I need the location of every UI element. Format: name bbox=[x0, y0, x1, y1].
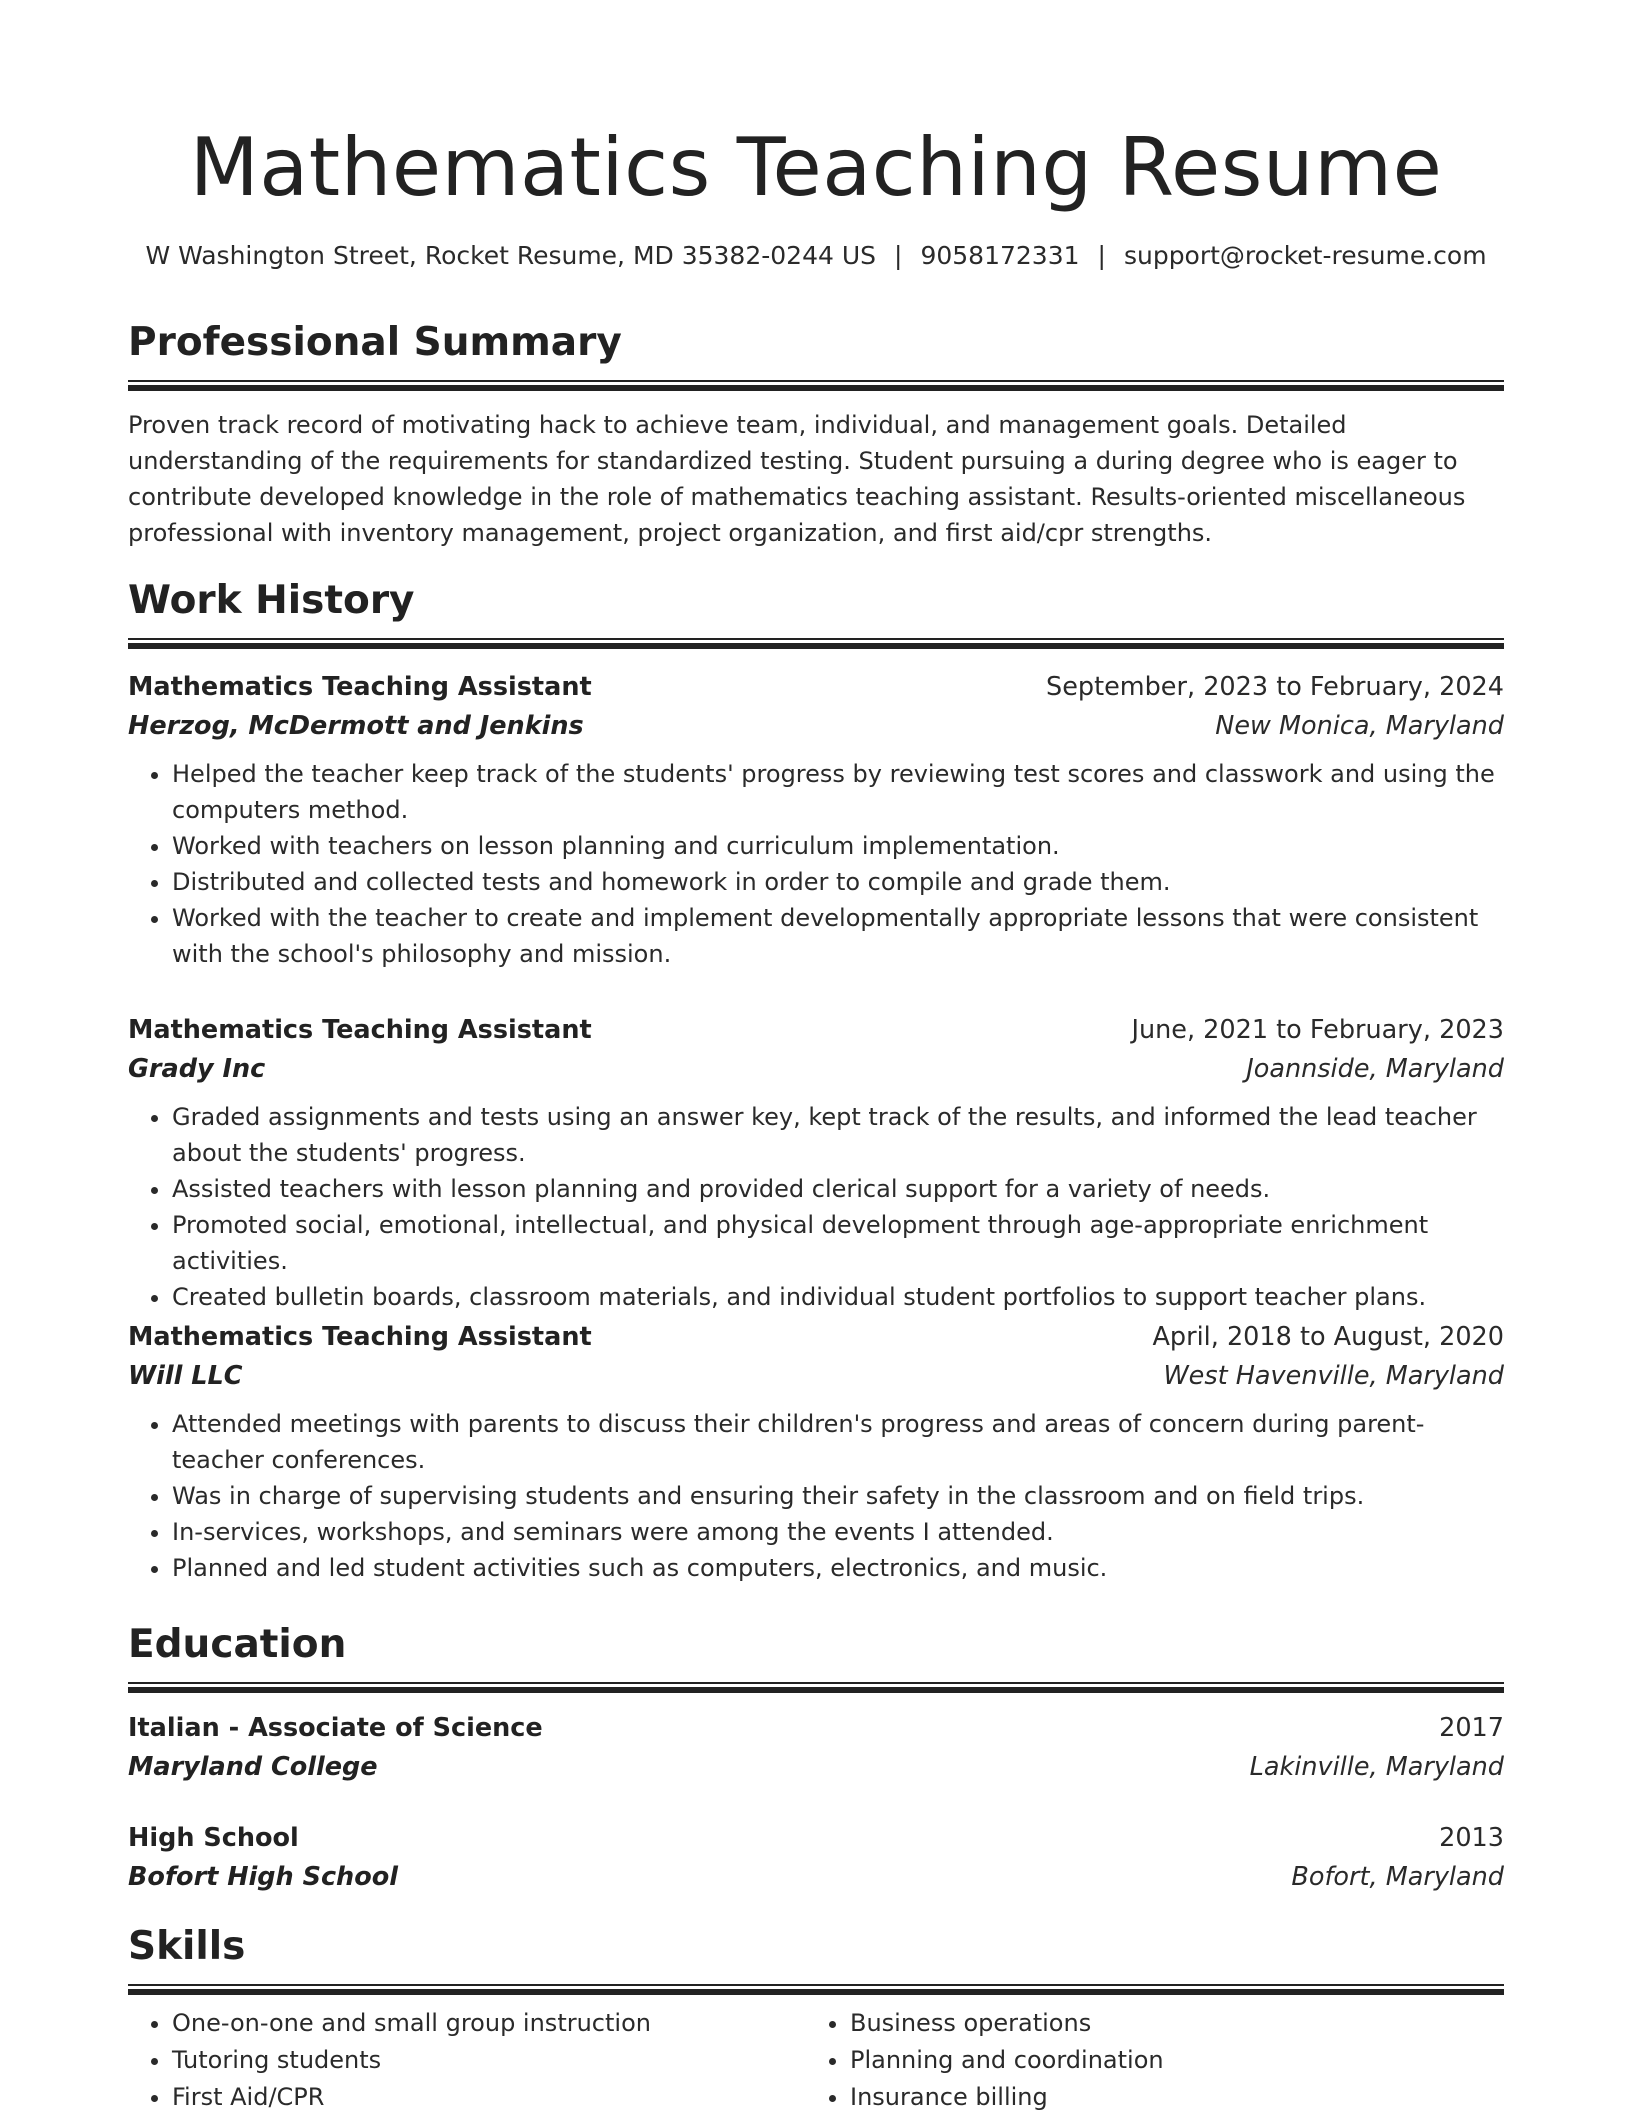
education-location: Bofort, Maryland bbox=[1291, 1862, 1504, 1892]
job-bullet: • Assisted teachers with lesson planning and provided clerical support for a variety of needs. bbox=[172, 1171, 1504, 1207]
job-bullet: • Attended meetings with parents to discuss their children's progress and areas of concern during parent-teacher conferences. bbox=[172, 1406, 1504, 1478]
work-section bbox=[128, 576, 1504, 649]
job-entry bbox=[128, 1011, 1504, 1315]
education-school: Maryland College bbox=[128, 1752, 378, 1782]
job-bullet: • Promoted social, emotional, intellectual, and physical development through age-appropriate enrichment activities. bbox=[172, 1207, 1504, 1279]
job-dates: September, 2023 to February, 2024 bbox=[1046, 672, 1504, 702]
skills-right-column bbox=[806, 2005, 1484, 2116]
job-bullet: • Helped the teacher keep track of the students' progress by reviewing test scores and classwork and using the computers method. bbox=[172, 756, 1504, 828]
skill-item: • One-on-one and small group instruction bbox=[172, 2005, 806, 2042]
job-bullet: • Was in charge of supervising students and ensuring their safety in the classroom and on field trips. bbox=[172, 1478, 1504, 1514]
job-role: Mathematics Teaching Assistant bbox=[128, 672, 592, 702]
job-company: Grady Inc bbox=[128, 1054, 266, 1084]
summary-heading: Professional Summary bbox=[128, 320, 622, 365]
job-bullets bbox=[128, 1099, 1504, 1315]
section-rule bbox=[128, 638, 1504, 649]
job-bullets bbox=[128, 756, 1504, 972]
education-degree: High School bbox=[128, 1823, 299, 1853]
education-entry bbox=[128, 1709, 1504, 1787]
job-bullet: • In-services, workshops, and seminars were among the events I attended. bbox=[172, 1514, 1504, 1550]
job-bullets bbox=[128, 1406, 1504, 1586]
job-company: Will LLC bbox=[128, 1361, 243, 1391]
education-location: Lakinville, Maryland bbox=[1249, 1752, 1504, 1782]
skills-columns bbox=[128, 2005, 1504, 2116]
contact-separator: | bbox=[1097, 241, 1106, 270]
section-rule bbox=[128, 380, 1504, 391]
section-rule bbox=[128, 1984, 1504, 1995]
section-rule bbox=[128, 1682, 1504, 1693]
job-dates: June, 2021 to February, 2023 bbox=[1131, 1015, 1504, 1045]
job-dates: April, 2018 to August, 2020 bbox=[1152, 1322, 1504, 1352]
education-section bbox=[128, 1620, 1504, 1693]
education-degree: Italian - Associate of Science bbox=[128, 1713, 543, 1743]
job-location: West Havenville, Maryland bbox=[1163, 1361, 1504, 1391]
education-entry bbox=[128, 1819, 1504, 1897]
skill-item: • Business operations bbox=[850, 2005, 1484, 2042]
education-year: 2017 bbox=[1439, 1713, 1504, 1743]
education-school: Bofort High School bbox=[128, 1862, 398, 1892]
summary-section bbox=[128, 318, 1504, 551]
skill-item: • Planning and coordination bbox=[850, 2042, 1484, 2079]
job-company: Herzog, McDermott and Jenkins bbox=[128, 711, 584, 741]
contact-phone: 9058172331 bbox=[920, 241, 1080, 270]
skill-item: • First Aid/CPR bbox=[172, 2079, 806, 2116]
contact-line bbox=[128, 238, 1504, 274]
skills-heading: Skills bbox=[128, 1924, 246, 1969]
contact-address: W Washington Street, Rocket Resume, MD 35382-0244 US bbox=[145, 241, 877, 270]
job-bullet: • Planned and led student activities such as computers, electronics, and music. bbox=[172, 1550, 1504, 1586]
education-heading: Education bbox=[128, 1622, 347, 1667]
skills-section bbox=[128, 1922, 1504, 2116]
resume-title: Mathematics Teaching Resume bbox=[189, 121, 1443, 214]
job-bullet: • Worked with the teacher to create and implement developmentally appropriate lessons that were consistent with the school's philosophy and mission. bbox=[172, 900, 1504, 972]
work-heading: Work History bbox=[128, 578, 415, 623]
job-bullet: • Worked with teachers on lesson planning and curriculum implementation. bbox=[172, 828, 1504, 864]
job-bullet: • Created bulletin boards, classroom materials, and individual student portfolios to support teacher plans. bbox=[172, 1279, 1504, 1315]
job-role: Mathematics Teaching Assistant bbox=[128, 1015, 592, 1045]
contact-separator: | bbox=[894, 241, 903, 270]
job-location: Joannside, Maryland bbox=[1246, 1054, 1504, 1084]
job-role: Mathematics Teaching Assistant bbox=[128, 1322, 592, 1352]
job-entry bbox=[128, 668, 1504, 972]
job-bullet: • Distributed and collected tests and homework in order to compile and grade them. bbox=[172, 864, 1504, 900]
job-bullet: • Graded assignments and tests using an answer key, kept track of the results, and informed the lead teacher about the students' progress. bbox=[172, 1099, 1504, 1171]
contact-email: support@rocket-resume.com bbox=[1123, 241, 1487, 270]
job-entry bbox=[128, 1318, 1504, 1586]
skills-left-column bbox=[128, 2005, 806, 2116]
skill-item: • Tutoring students bbox=[172, 2042, 806, 2079]
job-location: New Monica, Maryland bbox=[1215, 711, 1504, 741]
summary-text: Proven track record of motivating hack to achieve team, individual, and management goals. Detailed understanding of the requirements for standardized testing. Student pursuing a during degree who is eager to contribute developed knowledge in the role of mathematics teaching assistant. Results-oriented miscellaneous professional with inventory management, project organization, and first aid/cpr strengths. bbox=[128, 411, 1466, 547]
skill-item: • Insurance billing bbox=[850, 2079, 1484, 2116]
education-year: 2013 bbox=[1439, 1823, 1504, 1853]
